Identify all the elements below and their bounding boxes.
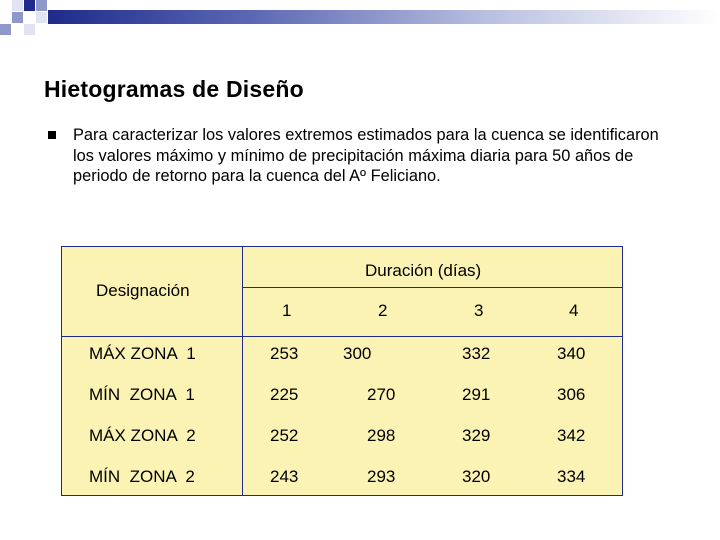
table-cell: 253 — [270, 344, 299, 363]
table-cell: 293 — [367, 467, 396, 486]
table-column-divider — [242, 247, 243, 495]
table-cell: 300 — [343, 344, 372, 363]
table-cell: 342 — [557, 426, 586, 445]
table-cell: 334 — [557, 467, 586, 486]
table-cell: 306 — [557, 385, 586, 404]
table-cell: 320 — [462, 467, 491, 486]
bullet-text: Para caracterizar los valores extremos estimados para la cuenca se identificaron los valores máximo y mínimo de precipitación máxima diaria para 50 años de periodo de retorno para la cuenca del Aº Feliciano. — [73, 126, 659, 185]
table-cell: 291 — [462, 385, 491, 404]
table-row-label: MÍN ZONA 2 — [89, 467, 195, 486]
table-cell: 270 — [367, 385, 396, 404]
header-gradient-bar — [48, 10, 720, 24]
column-header: 2 — [378, 301, 388, 320]
table-header-divider — [62, 336, 622, 337]
table-cell: 243 — [270, 467, 299, 486]
bullet-square-icon — [48, 131, 56, 139]
table-cell: 332 — [462, 344, 491, 363]
precipitation-table — [61, 246, 623, 496]
column-header: 3 — [474, 301, 484, 320]
group-header: Duración (días) — [365, 261, 482, 280]
table-row-label: MÍN ZONA 1 — [89, 385, 195, 404]
table-cell: 298 — [367, 426, 396, 445]
slide-title: Hietogramas de Diseño — [44, 76, 304, 102]
table-cell: 225 — [270, 385, 299, 404]
table-group-divider — [243, 287, 622, 288]
row-header: Designación — [96, 281, 190, 300]
table-row-label: MÁX ZONA 1 — [89, 344, 196, 363]
table-cell: 252 — [270, 426, 299, 445]
table-cell: 340 — [557, 344, 586, 363]
column-header: 1 — [282, 301, 292, 320]
table-row-label: MÁX ZONA 2 — [89, 426, 196, 445]
table-cell: 329 — [462, 426, 491, 445]
column-header: 4 — [569, 301, 579, 320]
